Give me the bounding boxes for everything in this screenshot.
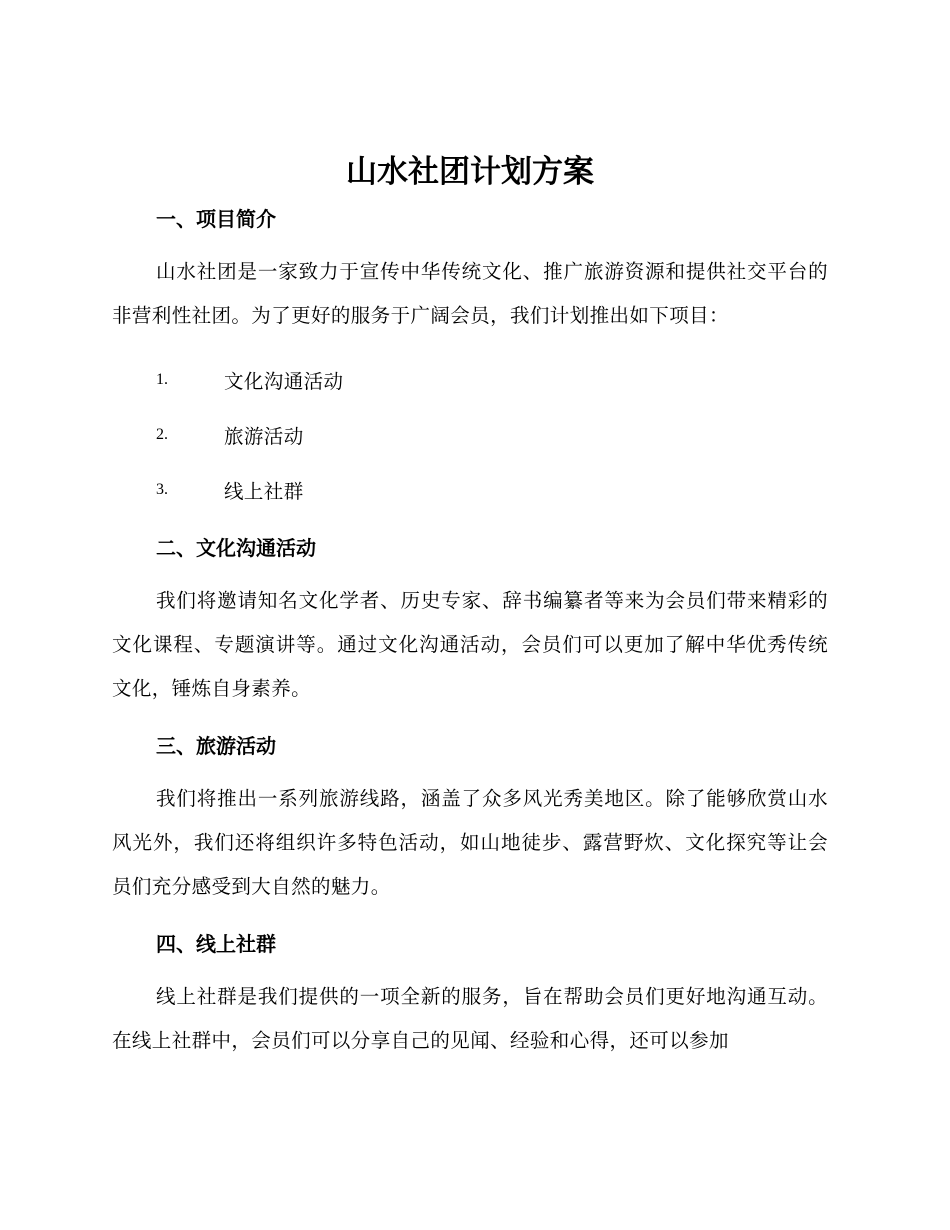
list-item bbox=[112, 407, 828, 462]
list-item-number: 3. bbox=[156, 480, 168, 498]
culture-paragraph: 我们将邀请知名文化学者、历史专家、辞书编纂者等来为会员们带来精彩的文化课程、专题演讲等。通过文化沟通活动，会员们可以更加了解中华优秀传统文化，锤炼自身素养。 bbox=[112, 589, 828, 700]
intro-paragraph: 山水社团是一家致力于宣传中华传统文化、推广旅游资源和提供社交平台的非营利性社团。为了更好的服务于广阔会员，我们计划推出如下项目： bbox=[112, 260, 828, 327]
document-body bbox=[112, 150, 828, 1063]
section-heading-culture: 二、文化沟通活动 bbox=[156, 536, 316, 560]
list-item bbox=[112, 462, 828, 517]
section-heading-travel: 三、旅游活动 bbox=[156, 734, 276, 758]
list-item-label: 线上社群 bbox=[224, 479, 304, 503]
section-heading-online: 四、线上社群 bbox=[156, 932, 276, 956]
online-paragraph: 线上社群是我们提供的一项全新的服务，旨在帮助会员们更好地沟通互动。在线上社群中，会员们可以分享自己的见闻、经验和心得，还可以参加 bbox=[112, 985, 828, 1052]
document-title: 山水社团计划方案 bbox=[346, 154, 594, 190]
list-item-label: 文化沟通活动 bbox=[224, 369, 344, 393]
list-item bbox=[112, 352, 828, 407]
list-item-number: 2. bbox=[156, 425, 168, 443]
project-list bbox=[112, 352, 828, 517]
list-item-label: 旅游活动 bbox=[224, 424, 304, 448]
section-heading-intro: 一、项目简介 bbox=[156, 207, 276, 231]
list-item-number: 1. bbox=[156, 370, 168, 388]
travel-paragraph: 我们将推出一系列旅游线路，涵盖了众多风光秀美地区。除了能够欣赏山水风光外，我们还将组织许多特色活动，如山地徒步、露营野炊、文化探究等让会员们充分感受到大自然的魅力。 bbox=[112, 787, 828, 898]
